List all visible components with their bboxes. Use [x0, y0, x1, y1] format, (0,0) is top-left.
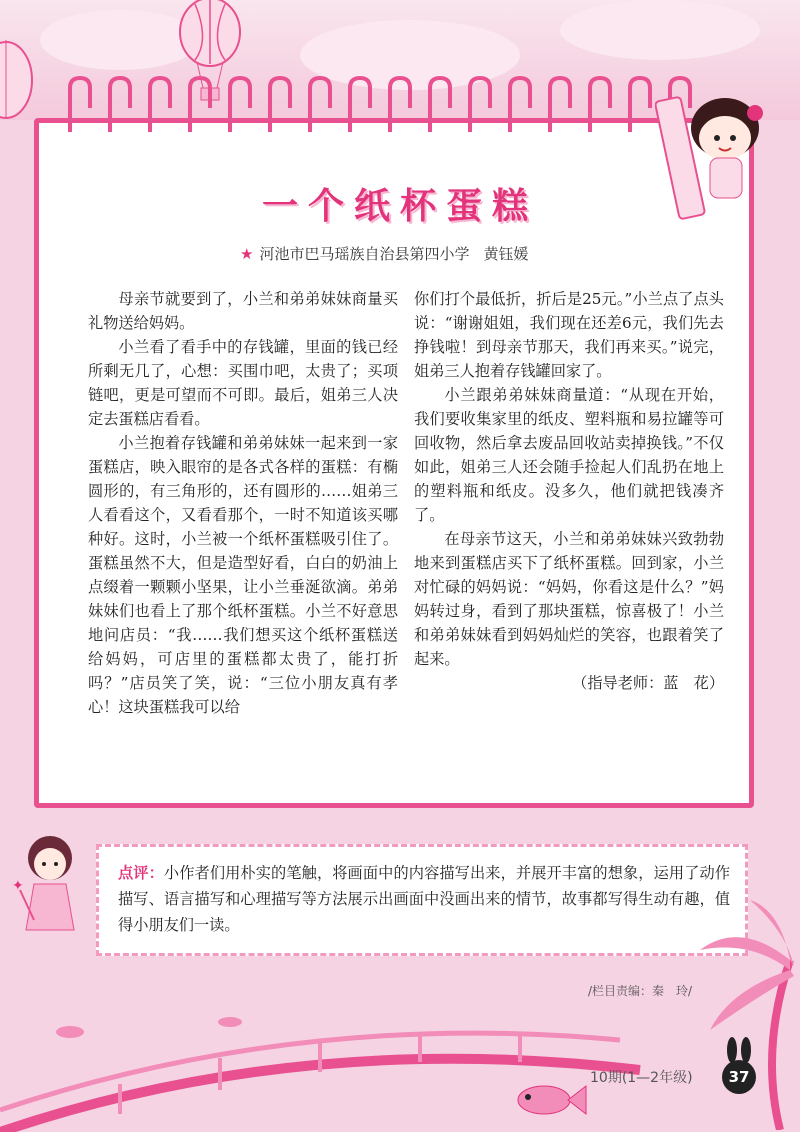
cloud-decoration: [560, 0, 760, 60]
notebook-rings: [58, 74, 708, 138]
comment-label: 点评：: [118, 864, 164, 882]
paragraph: 小兰跟弟弟妹妹商量道：“从现在开始，我们要收集家里的纸皮、塑料瓶和易拉罐等可回收物，然后拿去废品回收站卖掉换钱。”不仅如此，姐弟三人还会随手捡起人们乱扔在地上的塑料瓶和纸皮。没多久，他们就把钱凑齐了。: [414, 386, 724, 524]
paragraph: 小兰看了看手中的存钱罐，里面的钱已经所剩无几了，心想：买围巾吧，太贵了；买项链吧，更是可望而不可即。最后，姐弟三人决定去蛋糕店看看。: [88, 338, 398, 428]
left-column: [88, 287, 398, 719]
right-column: [414, 287, 724, 695]
page-number: 37: [722, 1060, 756, 1094]
byline: [240, 243, 640, 264]
comment: [118, 860, 730, 938]
teacher-credit: （指导老师：蓝 花）: [572, 674, 724, 692]
svg-text:✦: ✦: [12, 878, 24, 894]
fairy-girl-icon: [6, 820, 86, 950]
issue-label: 10期(1—2年级): [590, 1070, 693, 1086]
column-editor: /栏目责编：秦 玲/: [588, 984, 693, 998]
star-icon: ★: [240, 245, 254, 263]
paragraph: 你们打个最低折，折后是25元。”小兰点了点头说：“谢谢姐姐，我们现在还差6元，我们先去挣钱啦！到母亲节那天，我们再来买。”说完，姐弟三人抱着存钱罐回家了。: [414, 290, 724, 380]
paragraph: 在母亲节这天，小兰和弟弟妹妹兴致勃勃地来到蛋糕店买下了纸杯蛋糕。回到家，小兰对忙碌的妈妈说：“妈妈，你看这是什么？”妈妈转过身，看到了那块蛋糕，惊喜极了！小兰和弟弟妹妹看到妈妈灿烂的笑容，也跟着笑了起来。: [414, 530, 724, 668]
palm-leaves-decoration: [690, 900, 800, 1130]
fish-icon: [510, 1080, 590, 1120]
comment-text: 小作者们用朴实的笔触，将画面中的内容描写出来，并展开丰富的想象，运用了动作描写、语言描写和心理描写等方法展示出画面中没画出来的情节，故事都写得生动有趣，值得小朋友们一读。: [118, 864, 731, 934]
paragraph: 母亲节就要到了，小兰和弟弟妹妹商量买礼物送给妈妈。: [88, 290, 398, 332]
author-name: 黄钰媛: [483, 245, 529, 263]
paragraph: 小兰抱着存钱罐和弟弟妹妹一起来到一家蛋糕店，映入眼帘的是各式各样的蛋糕：有椭圆形的，有三角形的，还有圆形的……姐弟三人看看这个，又看看那个，一时不知道该买哪种好。这时，小兰被一个纸杯蛋糕吸引住了。蛋糕虽然不大，但是造型好看，白白的奶油上点缀着一颗颗小坚果，让小兰垂涎欲滴。弟弟妹妹们也看上了那个纸杯蛋糕。小兰不好意思地问店员：“我……我们想买这个纸杯蛋糕送给妈妈，可店里的蛋糕都太贵了，能打折吗？”店员笑了笑，说：“三位小朋友真有孝心！这块蛋糕我可以给: [88, 434, 398, 716]
article-title: 一个纸杯蛋糕: [261, 186, 538, 227]
hot-air-balloon-icon: [0, 40, 40, 130]
school-name: 河池市巴马瑶族自治县第四小学: [259, 245, 470, 263]
